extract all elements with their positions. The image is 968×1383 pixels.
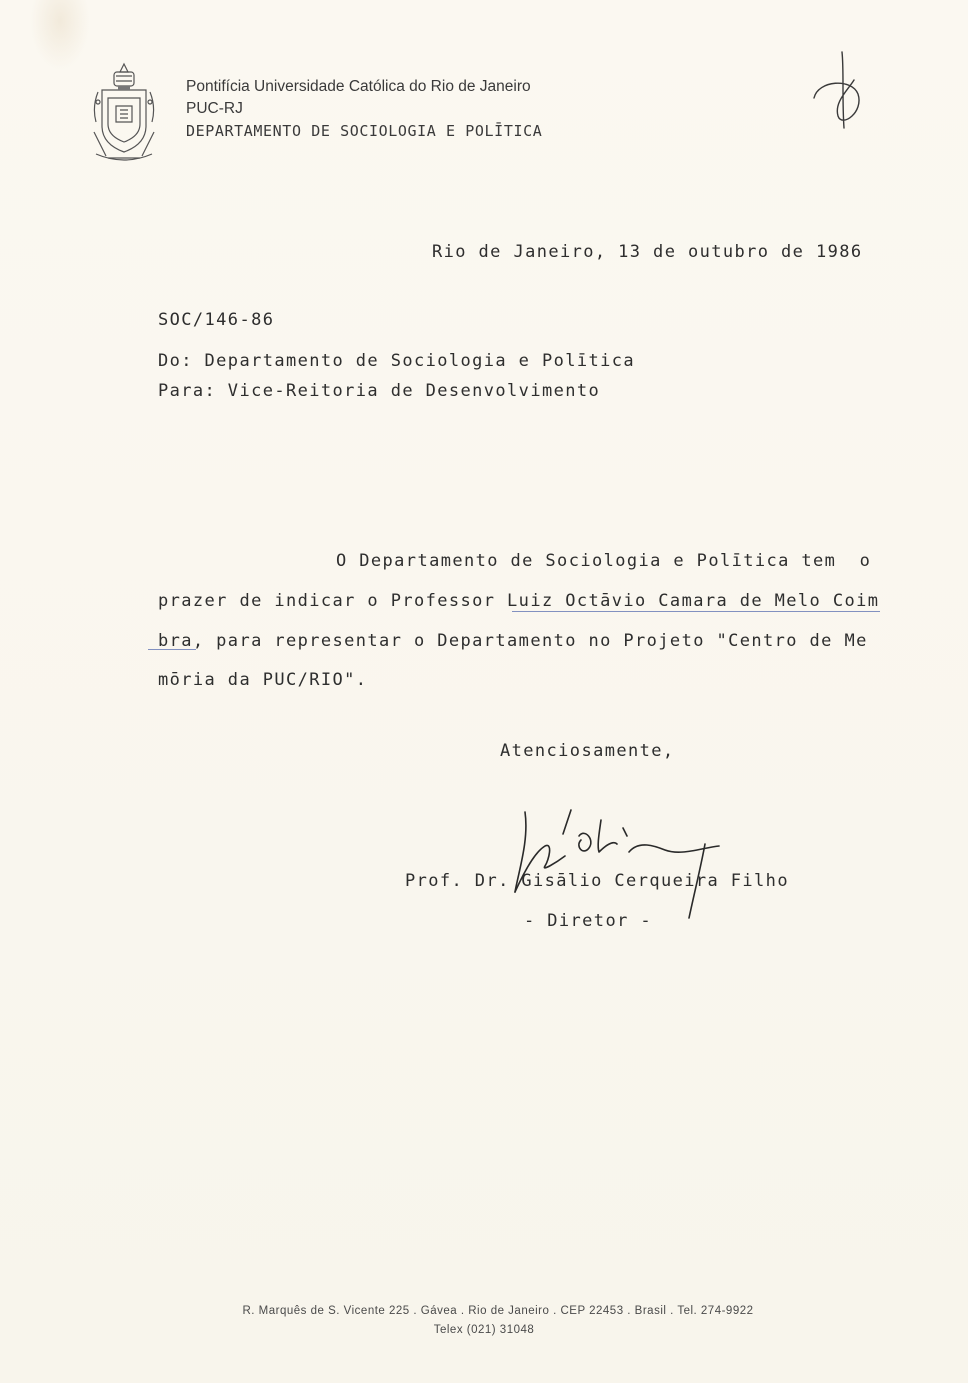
footer-address: R. Marquês de S. Vicente 225 . Gávea . Rio de Janeiro . CEP 22453 . Brasil . Tel. 274-9922 bbox=[242, 1305, 754, 1317]
signer-name: Prof. Dr. Gisālio Cerqueira Filho bbox=[405, 871, 789, 891]
body-line-1: O Departamento de Sociologia e Polītica tem o bbox=[336, 551, 872, 571]
letterhead bbox=[186, 76, 542, 142]
paper-stain bbox=[30, 0, 90, 70]
closing: Atenciosamente, bbox=[500, 741, 675, 761]
signer-role: - Diretor - bbox=[524, 911, 652, 931]
department-name: DEPARTAMENTO DE SOCIOLOGIA E POLĪTICA bbox=[186, 122, 543, 140]
body-line-4: mōria da PUC/RIO". bbox=[158, 670, 368, 690]
letter-date: Rio de Janeiro, 13 de outubro de 1986 bbox=[432, 242, 863, 262]
handwritten-page-mark bbox=[808, 50, 868, 132]
university-seal-icon bbox=[84, 62, 164, 166]
name-underline bbox=[512, 611, 880, 612]
to-line: Para: Vice-Reitoria de Desenvolvimento bbox=[158, 381, 601, 401]
name-underline-continued bbox=[148, 649, 196, 650]
reference-number: SOC/146-86 bbox=[158, 310, 275, 330]
from-line: Do: Departamento de Sociologia e Polītica bbox=[158, 351, 636, 371]
body-line-2: prazer de indicar o Professor Luiz Octāvio Camara de Melo Coim bbox=[158, 591, 880, 611]
university-abbrev: PUC-RJ bbox=[186, 100, 243, 117]
body-line-3: bra, para representar o Departamento no Projeto "Centro de Me bbox=[158, 631, 868, 651]
footer-telex: Telex (021) 31048 bbox=[433, 1324, 535, 1336]
university-name: Pontifícia Universidade Católica do Rio de Janeiro bbox=[186, 78, 531, 95]
